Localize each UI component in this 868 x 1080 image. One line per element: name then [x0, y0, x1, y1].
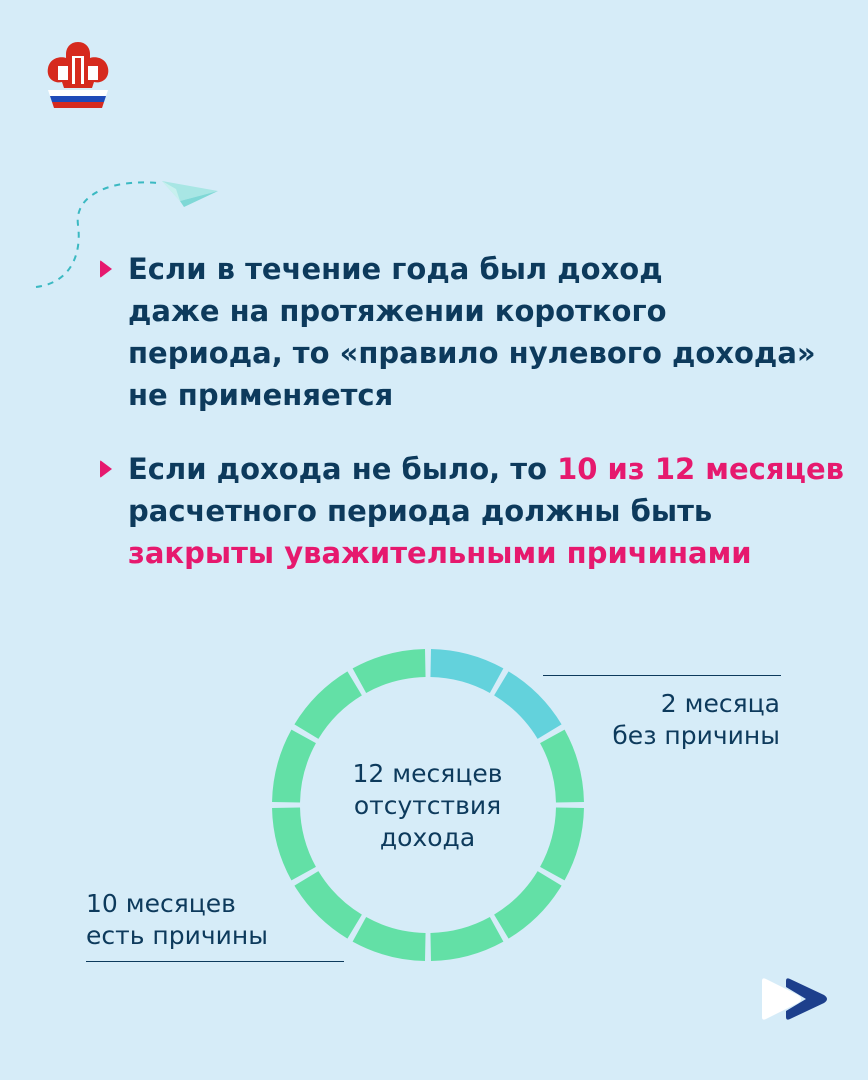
donut-month-segment: [272, 807, 316, 880]
bullet-text-normal: Если дохода не было, то: [128, 452, 558, 486]
bullet-text: [128, 448, 844, 574]
bullet-zero-income-rule: [100, 248, 820, 416]
donut-month-segment: [353, 917, 426, 961]
bullet-line: не применяется: [128, 378, 394, 412]
donut-month-segment: [353, 649, 426, 693]
bullet-line: Если в течение года был доход: [128, 252, 663, 286]
label-no-reason: [560, 688, 780, 752]
label-line: 10 месяцев: [86, 889, 236, 918]
double-chevron-right-icon[interactable]: [758, 975, 830, 1023]
donut-month-segment: [272, 730, 316, 803]
bullet-line: расчетного периода должны быть: [128, 494, 713, 528]
donut-month-segment: [494, 671, 561, 738]
label-rule: [86, 961, 344, 962]
pink-arrow-icon: [100, 460, 112, 478]
donut-month-segment: [430, 917, 503, 961]
bullet-no-income: [100, 448, 844, 574]
label-has-reason: [86, 888, 346, 952]
donut-month-segment: [294, 671, 361, 738]
center-line: 12 месяцев: [352, 759, 503, 788]
center-line: отсутствия: [353, 791, 502, 820]
bullet-text: [128, 248, 820, 416]
bullet-line: даже на протяжении короткого: [128, 294, 667, 328]
label-rule: [543, 675, 781, 676]
donut-center-label: [320, 758, 535, 854]
bullet-line: [128, 448, 844, 490]
donut-month-segment: [430, 649, 503, 693]
pfr-logo: [44, 40, 112, 110]
center-line: дохода: [379, 823, 476, 852]
bullet-text-highlight: 10 из 12 месяцев: [557, 452, 844, 486]
bullet-line: периода, то «правило нулевого дохода»: [128, 336, 816, 370]
donut-month-segment: [494, 871, 561, 938]
donut-month-segment: [540, 807, 584, 880]
label-line: без причины: [612, 721, 780, 750]
label-line: 2 месяца: [660, 689, 780, 718]
label-line: есть причины: [86, 921, 268, 950]
bullet-text-highlight: закрыты уважительными причинами: [128, 536, 752, 570]
pink-arrow-icon: [100, 260, 112, 278]
